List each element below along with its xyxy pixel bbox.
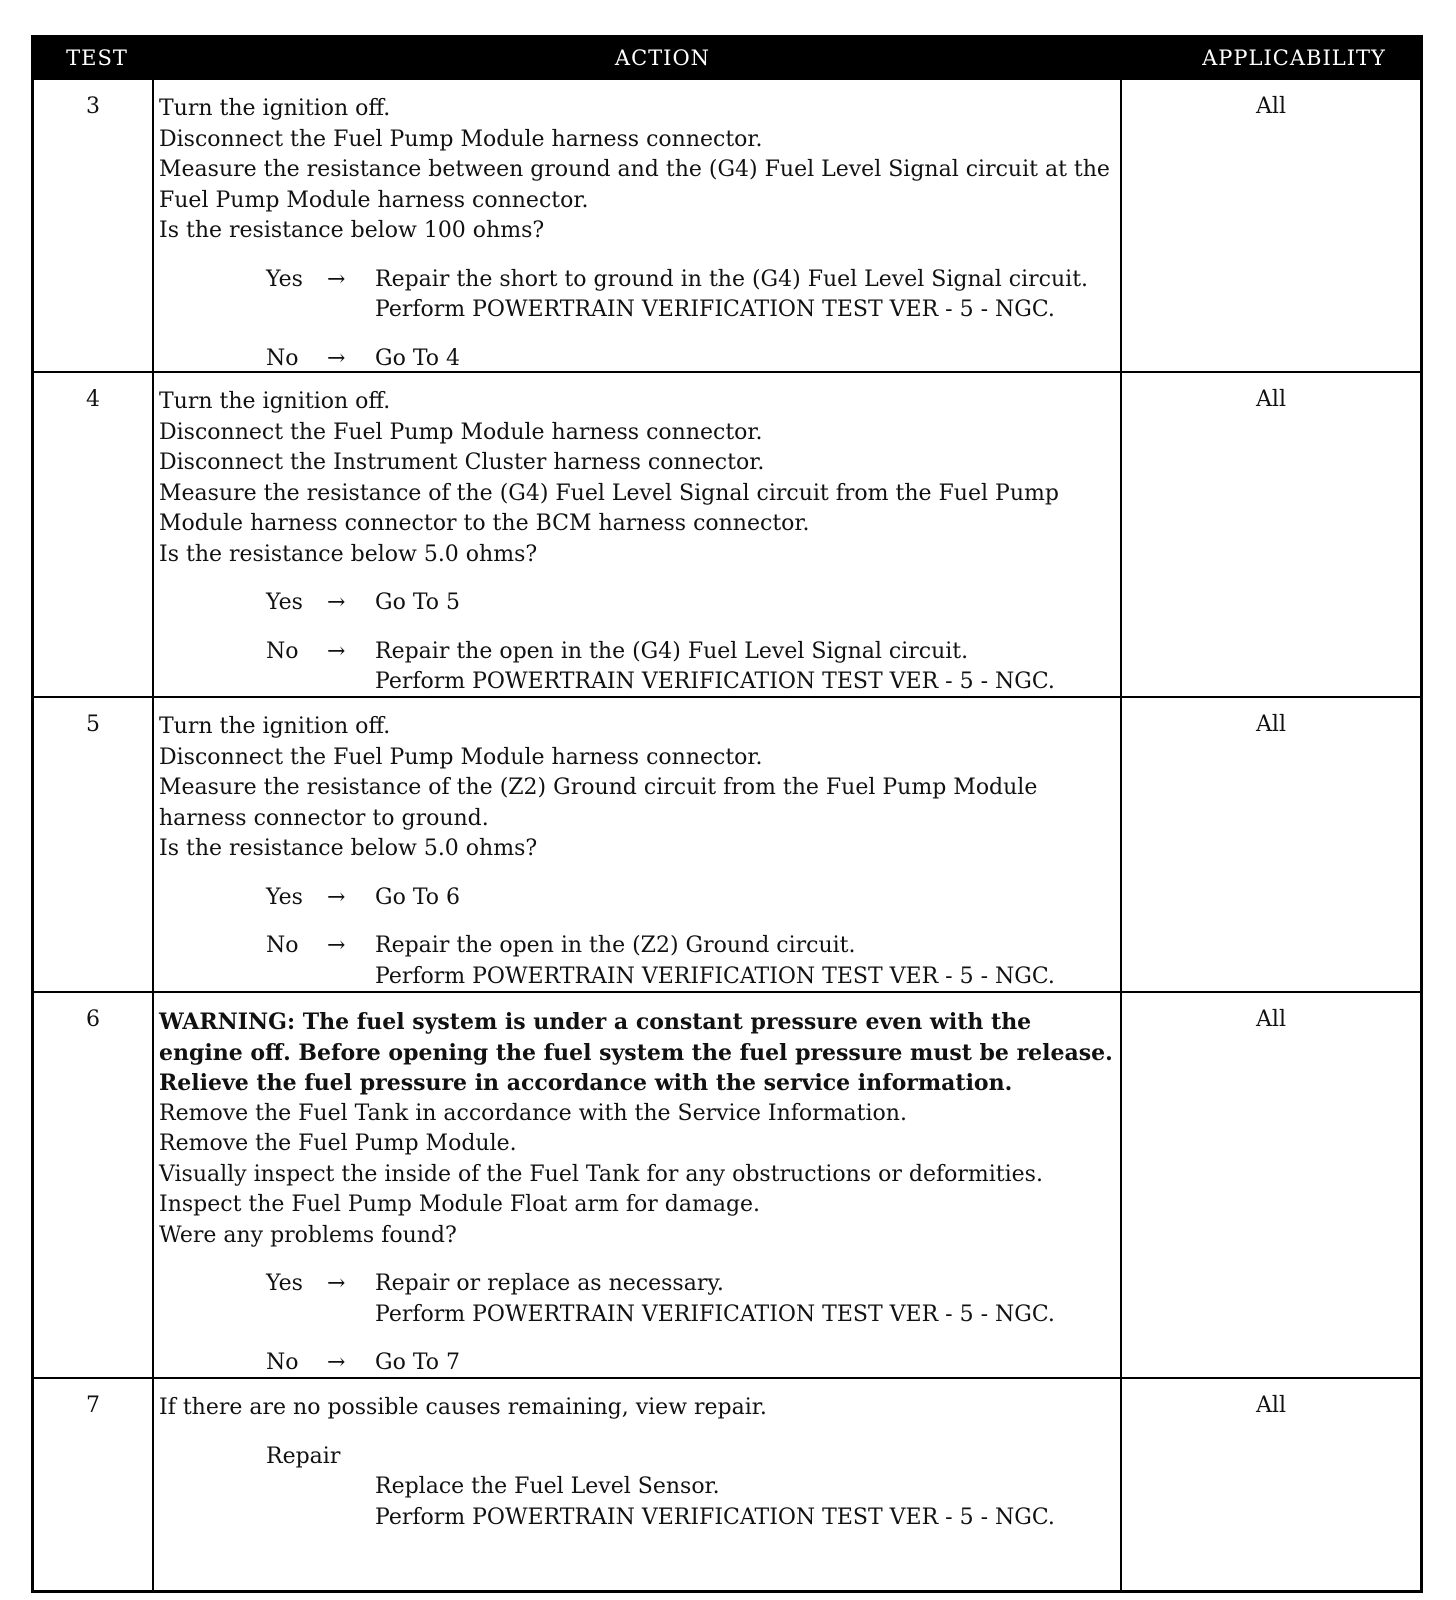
no-result [159,1348,1117,1379]
yes-result [159,883,1117,914]
yes-result [159,1269,1117,1300]
applicability-value: All [1256,387,1286,412]
result-text: Repair the open in the (Z2) Ground circuit. [375,933,856,958]
header-test: TEST [66,46,128,70]
table-row [34,371,1420,698]
action-step: Disconnect the Fuel Pump Module harness connector. [159,419,763,445]
action-cell [159,1393,1117,1533]
table-row [34,696,1420,993]
action-step: If there are no possible causes remaining, view repair. [159,1395,767,1420]
warning-text: engine off. Before opening the fuel system the fuel pressure must be release. [159,1039,1113,1066]
applicability-value: All [1256,1393,1286,1418]
action-step: Disconnect the Fuel Pump Module harness connector. [159,126,763,152]
result-text: Perform POWERTRAIN VERIFICATION TEST VER - 5 - NGC. [375,297,1055,322]
arrow-icon: → [327,1271,346,1296]
action-step: Remove the Fuel Pump Module. [159,1131,517,1156]
result-text: Go To 5 [375,590,461,615]
header-applicability: APPLICABILITY [1202,46,1386,70]
yes-result [159,588,1117,619]
action-step: Is the resistance below 100 ohms? [159,218,545,243]
result-text: Go To 7 [375,1350,461,1375]
applicability-value: All [1256,712,1286,737]
repair-result [159,1442,1117,1473]
no-label: No [266,638,299,664]
action-step: Module harness connector to the BCM harness connector. [159,511,810,536]
yes-label: Yes [266,884,303,910]
result-text: Repair the short to ground in the (G4) Fuel Level Signal circuit. [375,266,1089,292]
action-step: Is the resistance below 5.0 ohms? [159,541,538,567]
action-step: Measure the resistance of the (Z2) Ground circuit from the Fuel Pump Module [159,775,1038,800]
action-step: Measure the resistance between ground and the (G4) Fuel Level Signal circuit at the [159,157,1110,182]
test-number: 6 [86,1007,100,1032]
no-result [159,931,1117,962]
action-step: Remove the Fuel Tank in accordance with the Service Information. [159,1100,907,1126]
no-label: No [266,1350,299,1375]
result-text: Replace the Fuel Level Sensor. [375,1474,720,1499]
yes-result [159,265,1117,296]
action-step: Inspect the Fuel Pump Module Float arm for damage. [159,1192,761,1217]
action-step: Disconnect the Instrument Cluster harness connector. [159,450,765,475]
applicability-value: All [1256,94,1286,119]
no-label: No [266,345,299,371]
action-step: harness connector to ground. [159,805,489,831]
action-cell [159,387,1117,698]
action-cell [159,712,1117,992]
warning-text: WARNING: The fuel system is under a constant pressure even with the [159,1009,1032,1035]
arrow-icon: → [327,933,346,958]
warning-text: Relieve the fuel pressure in accordance with the service information. [159,1070,1013,1096]
result-text: Perform POWERTRAIN VERIFICATION TEST VER - 5 - NGC. [375,1504,1055,1530]
action-step: Disconnect the Fuel Pump Module harness connector. [159,744,763,770]
result-text: Perform POWERTRAIN VERIFICATION TEST VER - 5 - NGC. [375,669,1055,694]
arrow-icon: → [327,345,346,371]
result-text: Perform POWERTRAIN VERIFICATION TEST VER - 5 - NGC. [375,963,1055,989]
no-result [159,344,1117,375]
yes-label: Yes [266,590,303,615]
yes-label: Yes [266,1271,303,1296]
table-row [34,991,1420,1379]
arrow-icon: → [327,1350,346,1375]
result-text: Repair the open in the (G4) Fuel Level Signal circuit. [375,638,969,664]
action-cell [159,94,1117,374]
diagnostic-table [31,35,1423,1593]
arrow-icon: → [327,590,346,615]
result-text: Go To 4 [375,345,461,371]
table-header [34,38,1420,80]
test-number: 7 [86,1393,100,1418]
test-number: 5 [86,712,100,737]
no-label: No [266,933,299,958]
yes-label: Yes [266,266,303,292]
applicability-value: All [1256,1007,1286,1032]
result-text: Perform POWERTRAIN VERIFICATION TEST VER - 5 - NGC. [375,1301,1055,1327]
header-action: ACTION [614,46,711,70]
test-number: 3 [86,94,100,119]
table-row [34,1377,1420,1590]
action-step: Fuel Pump Module harness connector. [159,187,589,213]
test-number: 4 [86,387,100,412]
action-step: Turn the ignition off. [159,96,391,121]
action-step: Were any problems found? [159,1222,457,1248]
repair-label: Repair [266,1443,341,1469]
arrow-icon: → [327,638,346,664]
no-result [159,637,1117,668]
table-row [34,78,1420,373]
result-text: Go To 6 [375,884,461,910]
arrow-icon: → [327,266,346,292]
result-text: Repair or replace as necessary. [375,1271,724,1296]
action-step: Is the resistance below 5.0 ohms? [159,836,538,861]
action-step: Measure the resistance of the (G4) Fuel Level Signal circuit from the Fuel Pump [159,480,1059,506]
arrow-icon: → [327,884,346,910]
action-step: Turn the ignition off. [159,389,391,414]
action-cell [159,1007,1117,1379]
action-step: Visually inspect the inside of the Fuel Tank for any obstructions or deformities. [159,1161,1043,1187]
action-step: Turn the ignition off. [159,714,391,739]
